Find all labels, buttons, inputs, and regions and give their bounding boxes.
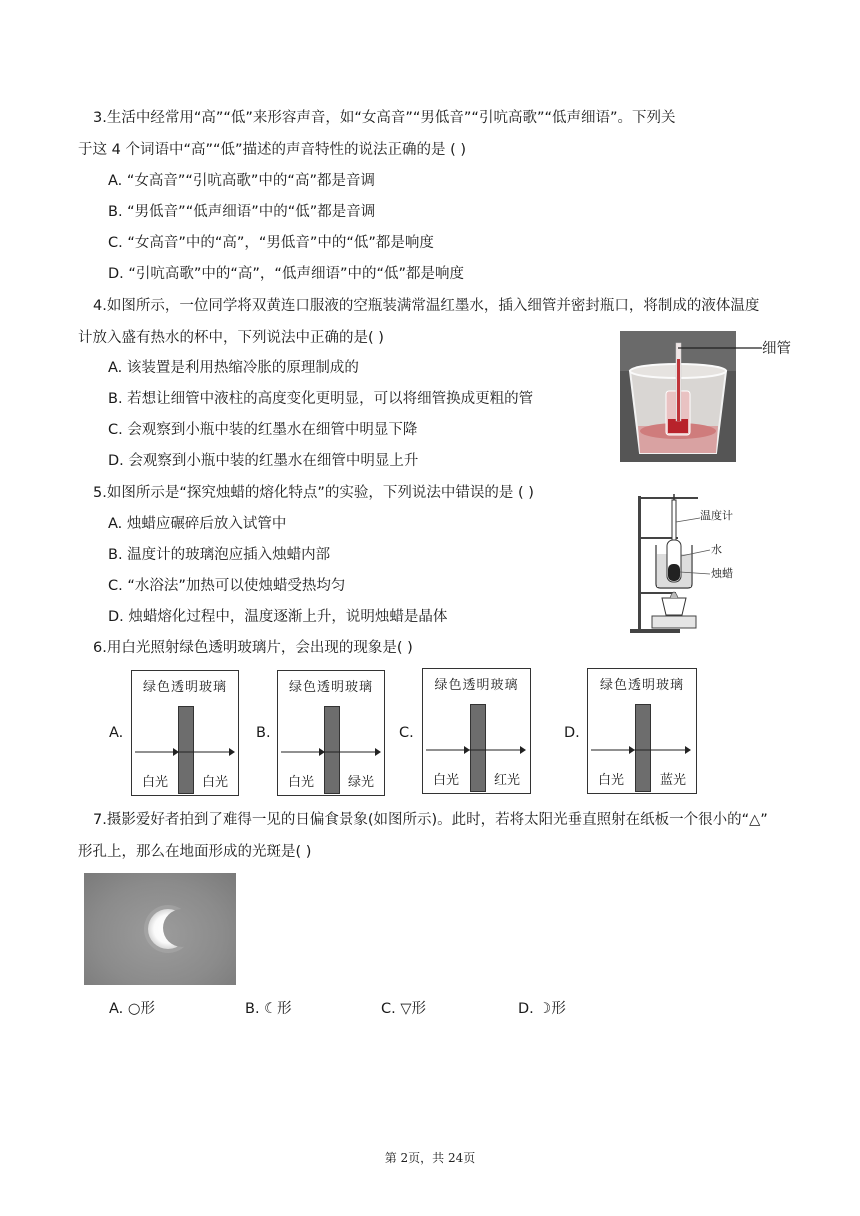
q4-option-a: A. 该装置是利用热缩冷胀的原理制成的 (108, 360, 359, 376)
q4-option-d: D. 会观察到小瓶中装的红墨水在细管中明显上升 (108, 453, 419, 469)
incident-light-label: 白光 (142, 775, 169, 790)
q4-option-b: B. 若想让细管中液柱的高度变化更明显，可以将细管换成更粗的管 (108, 391, 534, 407)
q6-panel-d (587, 668, 697, 794)
option-letter: A. (109, 1001, 124, 1017)
q5-option-d: D. 烛蜡熔化过程中，温度逐渐上升，说明烛蜡是晶体 (108, 609, 448, 625)
q7-option-a (109, 999, 155, 1019)
q5-option-a: A. 烛蜡应碾碎后放入试管中 (108, 516, 287, 532)
option-letter: D. (518, 1001, 534, 1017)
transmitted-light-label: 绿光 (347, 775, 374, 790)
q3-stem-line2: 于这 4 个词语中“高”“低”描述的声音特性的说法正确的是 ( ) (78, 142, 467, 158)
panel-title: 绿色透明玻璃 (288, 680, 373, 695)
q7-option-d (518, 999, 566, 1019)
light-ray-arrow (281, 747, 381, 757)
page-footer: 第 2页，共 24页 (384, 1151, 476, 1165)
q7-option-b (245, 999, 292, 1019)
q6-option-c-letter: C. (399, 725, 414, 741)
q7-stem-line2: 形孔上，那么在地面形成的光斑是( ) (78, 844, 312, 860)
circle-shape-icon: ○ (127, 1001, 141, 1017)
q3-option-c: C. “女高音”中的“高”，“男低音”中的“低”都是响度 (108, 235, 434, 251)
q6-option-d-letter: D. (564, 725, 580, 741)
q4-pointer-line (678, 346, 764, 350)
q7-option-c (381, 999, 426, 1019)
transmitted-light-label: 红光 (493, 773, 520, 788)
option-suffix: 形 (277, 1001, 292, 1017)
q3-option-d: D. “引吭高歌”中的“高”，“低声细语”中的“低”都是响度 (108, 266, 464, 282)
triangle-down-icon: ▽ (400, 1001, 412, 1017)
q3-option-a: A. “女高音”“引吭高歌”中的“高”都是音调 (108, 173, 375, 189)
crescent-right-icon: ☽ (538, 1001, 552, 1017)
panel-title: 绿色透明玻璃 (599, 678, 684, 693)
light-ray-arrow (591, 745, 691, 755)
transmitted-light-label: 蓝光 (659, 773, 686, 788)
option-suffix: 形 (551, 1001, 566, 1017)
q5-label-wax: 烛蜡 (711, 567, 733, 580)
q6-panel-c (422, 668, 531, 794)
q5-label-thermometer: 温度计 (700, 509, 733, 522)
crescent-left-icon: ☾ (264, 1001, 278, 1017)
q6-option-b-letter: B. (256, 725, 271, 741)
q3-stem-line1: 3.生活中经常用“高”“低”来形容声音，如“女高音”“男低音”“引吭高歌”“低声细语”。下列关 (93, 110, 676, 126)
option-letter: B. (245, 1001, 260, 1017)
option-suffix: 形 (411, 1001, 426, 1017)
transmitted-light-label: 白光 (201, 775, 228, 790)
q5-option-c: C. “水浴法”加热可以使烛蜡受热均匀 (108, 578, 346, 594)
incident-light-label: 白光 (598, 773, 625, 788)
q6-panel-b (277, 670, 385, 796)
incident-light-label: 白光 (433, 773, 460, 788)
panel-title: 绿色透明玻璃 (434, 678, 519, 693)
q4-stem-line1: 4.如图所示，一位同学将双黄连口服液的空瓶装满常温红墨水，插入细管并密封瓶口，将制成的液体温度 (93, 298, 760, 314)
partial-eclipse-photo (84, 873, 236, 985)
q3-option-b: B. “男低音”“低声细语”中的“低”都是音调 (108, 204, 376, 220)
light-ray-arrow (426, 745, 526, 755)
light-ray-arrow (135, 747, 235, 757)
q7-stem-line1: 7.摄影爱好者拍到了难得一见的日偏食景象(如图所示)。此时，若将太阳光垂直照射在纸板一个很小的“△” (93, 812, 768, 828)
q6-option-a-letter: A. (109, 725, 124, 741)
q4-stem-line2: 计放入盛有热水的杯中，下列说法中正确的是( ) (78, 330, 384, 346)
q5-option-b: B. 温度计的玻璃泡应插入烛蜡内部 (108, 547, 331, 563)
option-suffix: 形 (140, 1001, 156, 1017)
q6-panel-a (131, 670, 239, 796)
q4-figure-label: 细管 (762, 341, 791, 357)
option-letter: C. (381, 1001, 396, 1017)
q6-stem: 6.用白光照射绿色透明玻璃片，会出现的现象是( ) (93, 640, 413, 656)
q4-option-c: C. 会观察到小瓶中装的红墨水在细管中明显下降 (108, 422, 418, 438)
q5-stem: 5.如图所示是“探究烛蜡的熔化特点”的实验，下列说法中错误的是 ( ) (93, 485, 534, 501)
panel-title: 绿色透明玻璃 (142, 680, 227, 695)
q5-label-water: 水 (711, 543, 722, 556)
q4-thermometer-photo (620, 331, 736, 462)
incident-light-label: 白光 (288, 775, 315, 790)
